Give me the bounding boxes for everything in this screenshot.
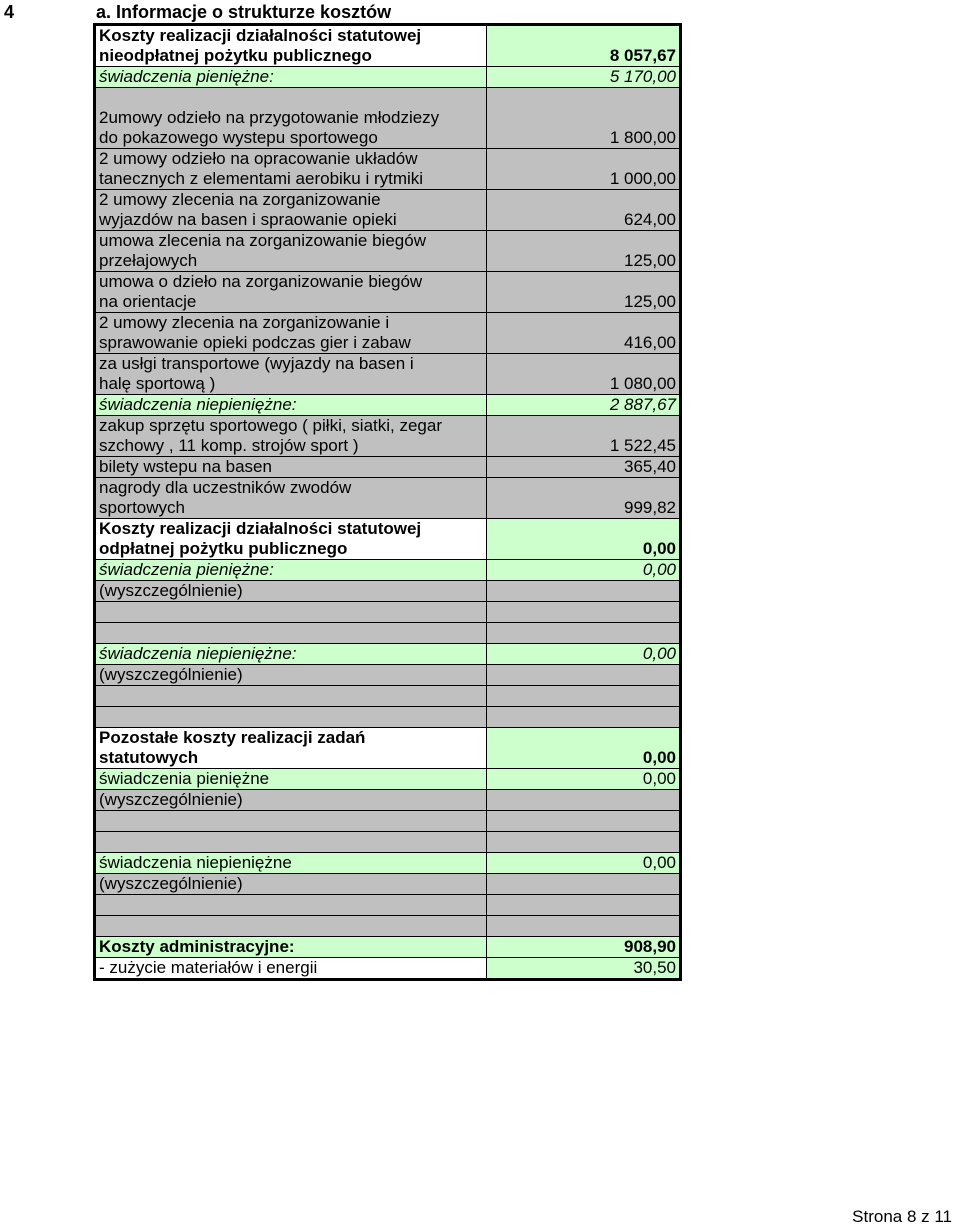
table-row <box>95 457 681 478</box>
label-line: świadczenia pieniężne: <box>99 560 274 579</box>
row-value: 1 522,45 <box>487 416 681 457</box>
label-line: sportowych <box>99 498 185 517</box>
table-row <box>95 728 681 769</box>
table-row <box>95 853 681 874</box>
row-label <box>95 560 487 581</box>
table-row <box>95 560 681 581</box>
row-value: 8 057,67 <box>487 25 681 67</box>
row-label <box>95 416 487 457</box>
table-row <box>95 88 681 149</box>
row-label <box>95 395 487 416</box>
row-label <box>95 149 487 190</box>
label-line: nieodpłatnej pożytku publicznego <box>99 46 372 65</box>
label-line: Pozostałe koszty realizacji zadań <box>99 728 366 747</box>
row-value <box>487 581 681 602</box>
table-row <box>95 937 681 958</box>
label-line: sprawowanie opieki podczas gier i zabaw <box>99 333 411 352</box>
cost-structure-table <box>93 23 682 981</box>
row-label <box>95 958 487 980</box>
row-value: 908,90 <box>487 937 681 958</box>
row-label <box>95 581 487 602</box>
row-value: 5 170,00 <box>487 67 681 88</box>
row-label <box>95 790 487 811</box>
row-label <box>95 686 487 707</box>
row-label <box>95 832 487 853</box>
row-label <box>95 272 487 313</box>
row-value: 365,40 <box>487 457 681 478</box>
label-line: statutowych <box>99 748 199 767</box>
row-label <box>95 190 487 231</box>
table-row <box>95 395 681 416</box>
row-label <box>95 895 487 916</box>
label-line: 2 umowy zlecenia na zorganizowanie i <box>99 313 390 332</box>
label-line: wyjazdów na basen i spraowanie opieki <box>99 210 397 229</box>
row-value <box>487 874 681 895</box>
row-label <box>95 937 487 958</box>
row-value <box>487 707 681 728</box>
label-line: tanecznych z elementami aerobiku i rytmiki <box>99 169 424 188</box>
row-value <box>487 623 681 644</box>
label-line: świadczenia pieniężne <box>99 769 270 788</box>
label-line <box>99 916 483 936</box>
label-line <box>99 811 483 831</box>
label-line: świadczenia niepieniężne <box>99 853 292 872</box>
row-value: 125,00 <box>487 272 681 313</box>
label-line: za usłgi transportowe (wyjazdy na basen i <box>99 354 414 373</box>
row-value: 1 800,00 <box>487 88 681 149</box>
label-line: 2umowy odzieło na przygotowanie młodziezy <box>99 108 440 127</box>
row-value: 624,00 <box>487 190 681 231</box>
row-label <box>95 874 487 895</box>
table-row <box>95 581 681 602</box>
row-label <box>95 769 487 790</box>
row-value <box>487 811 681 832</box>
label-line: (wyszczególnienie) <box>99 665 243 684</box>
label-line: świadczenia pieniężne: <box>99 67 274 86</box>
row-label <box>95 519 487 560</box>
section-number: 4 <box>4 2 15 22</box>
table-row <box>95 644 681 665</box>
row-value: 999,82 <box>487 478 681 519</box>
table-row <box>95 354 681 395</box>
row-value: 0,00 <box>487 644 681 665</box>
label-line <box>99 832 483 852</box>
table-row <box>95 832 681 853</box>
row-value: 125,00 <box>487 231 681 272</box>
table-row <box>95 686 681 707</box>
label-line: odpłatnej pożytku publicznego <box>99 539 348 558</box>
table-row <box>95 25 681 67</box>
table-row <box>95 67 681 88</box>
label-line: umowa o dzieło na zorganizowanie biegów <box>99 272 423 291</box>
row-value <box>487 665 681 686</box>
table-row <box>95 895 681 916</box>
label-line: przełajowych <box>99 251 198 270</box>
row-label <box>95 67 487 88</box>
row-label <box>95 354 487 395</box>
row-value: 0,00 <box>487 853 681 874</box>
row-label <box>95 478 487 519</box>
row-value: 0,00 <box>487 728 681 769</box>
table-row <box>95 149 681 190</box>
label-line <box>99 686 483 706</box>
row-label <box>95 916 487 937</box>
table-row <box>95 416 681 457</box>
table-row <box>95 769 681 790</box>
label-line <box>99 707 483 727</box>
row-label <box>95 25 487 67</box>
row-label <box>95 644 487 665</box>
row-value <box>487 602 681 623</box>
label-line: Koszty realizacji działalności statutowej <box>99 26 422 45</box>
table-row <box>95 874 681 895</box>
row-value: 0,00 <box>487 560 681 581</box>
label-line: na orientacje <box>99 292 197 311</box>
cost-table-body <box>95 25 681 980</box>
row-label <box>95 457 487 478</box>
row-label <box>95 853 487 874</box>
section-title: a. Informacje o strukturze kosztów <box>96 2 392 22</box>
table-row <box>95 272 681 313</box>
row-label <box>95 665 487 686</box>
table-row <box>95 623 681 644</box>
row-label <box>95 811 487 832</box>
row-label <box>95 602 487 623</box>
label-line <box>99 88 483 108</box>
label-line: 2 umowy odzieło na opracowanie układów <box>99 149 418 168</box>
table-row <box>95 790 681 811</box>
row-value <box>487 916 681 937</box>
table-row <box>95 313 681 354</box>
label-line: Koszty realizacji działalności statutowej <box>99 519 422 538</box>
table-row <box>95 811 681 832</box>
label-line: - zużycie materiałów i energii <box>99 958 318 977</box>
label-line: świadczenia niepieniężne: <box>99 644 297 663</box>
table-row <box>95 916 681 937</box>
label-line <box>99 602 483 622</box>
label-line: nagrody dla uczestników zwodów <box>99 478 352 497</box>
row-value: 30,50 <box>487 958 681 980</box>
table-row <box>95 478 681 519</box>
row-value <box>487 895 681 916</box>
row-label <box>95 313 487 354</box>
label-line <box>99 623 483 643</box>
row-value: 0,00 <box>487 769 681 790</box>
row-value <box>487 790 681 811</box>
row-value: 1 080,00 <box>487 354 681 395</box>
row-value <box>487 832 681 853</box>
row-value: 0,00 <box>487 519 681 560</box>
label-line: świadczenia niepieniężne: <box>99 395 297 414</box>
label-line: do pokazowego wystepu sportowego <box>99 128 378 147</box>
row-value: 2 887,67 <box>487 395 681 416</box>
row-label <box>95 231 487 272</box>
table-row <box>95 707 681 728</box>
row-label <box>95 623 487 644</box>
table-row <box>95 602 681 623</box>
label-line: 2 umowy zlecenia na zorganizowanie <box>99 190 381 209</box>
label-line: zakup sprzętu sportowego ( piłki, siatki, zegar <box>99 416 442 435</box>
page-number: Strona 8 z 11 <box>852 1207 952 1226</box>
row-value <box>487 686 681 707</box>
row-label <box>95 707 487 728</box>
table-row <box>95 958 681 980</box>
label-line <box>99 895 483 915</box>
label-line: Koszty administracyjne: <box>99 937 295 956</box>
row-label <box>95 88 487 149</box>
label-line: halę sportową ) <box>99 374 216 393</box>
table-row <box>95 190 681 231</box>
table-row <box>95 231 681 272</box>
label-line: (wyszczególnienie) <box>99 874 243 893</box>
label-line: bilety wstepu na basen <box>99 457 272 476</box>
table-row <box>95 519 681 560</box>
label-line: umowa zlecenia na zorganizowanie biegów <box>99 231 426 250</box>
row-value: 416,00 <box>487 313 681 354</box>
label-line: szchowy , 11 komp. strojów sport ) <box>99 436 359 455</box>
table-row <box>95 665 681 686</box>
row-value: 1 000,00 <box>487 149 681 190</box>
label-line: (wyszczególnienie) <box>99 581 243 600</box>
row-label <box>95 728 487 769</box>
label-line: (wyszczególnienie) <box>99 790 243 809</box>
